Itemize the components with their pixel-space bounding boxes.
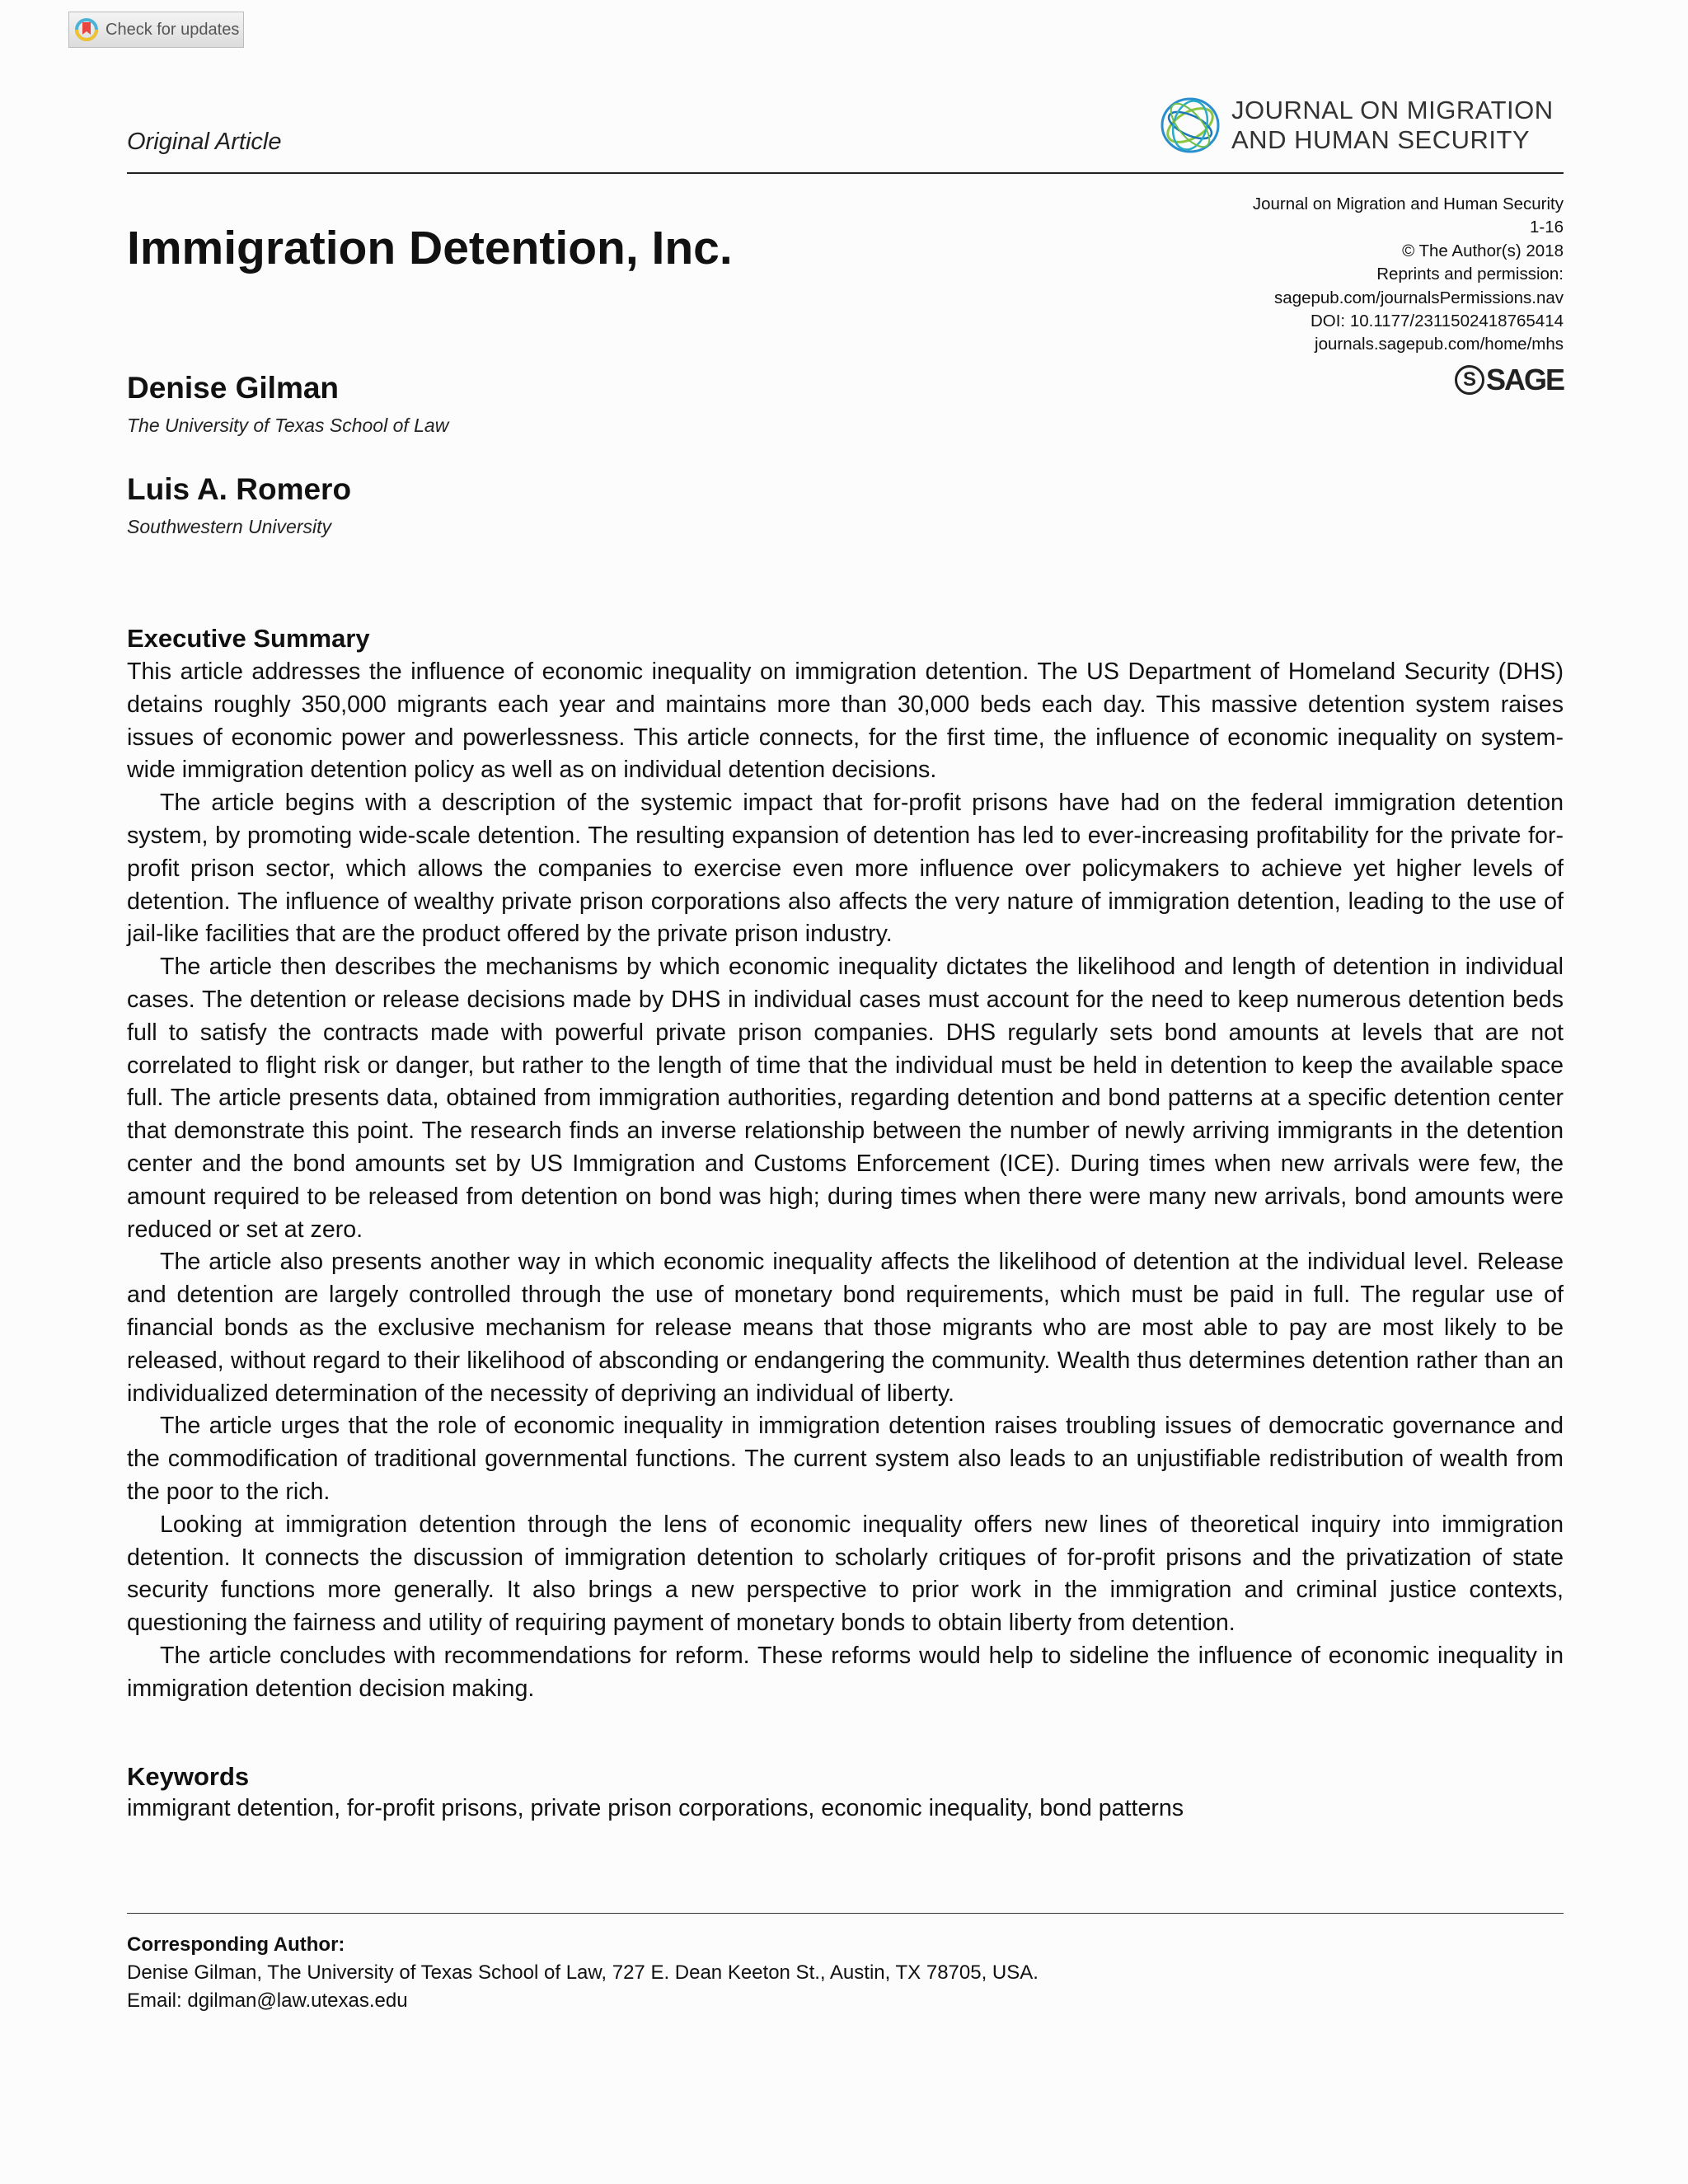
doi[interactable]: DOI: 10.1177/2311502418765414: [1310, 312, 1564, 331]
journal-logo-line: AND HUMAN SECURITY: [1231, 125, 1531, 154]
check-for-updates-label: Check for updates: [106, 20, 240, 39]
crossmark-icon: [74, 17, 99, 42]
summary-paragraph: The article also presents another way in which economic inequality affects the likelihood of detention at the individual level. Release and detention are largely controlled through the use of monetary bond requirements, which must be paid in full. The regular use of financial bonds as the exclusive mechanism for release means that those migrants who are most able to pay are most likely to be released, without regard to their likelihood of absconding or endangering the community. Wealth thus determines detention rather than an individualized determination of the necessity of depriving an individual of liberty.: [127, 1249, 1564, 1407]
author-affiliation: Southwestern University: [127, 516, 331, 537]
summary-paragraph: This article addresses the influence of economic inequality on immigration detention. The US Department of Homeland Security (DHS) detains roughly 350,000 migrants each year and maintains more than 30,000 beds each day. This massive detention system raises issues of economic power and powerlessness. This article connects, for the first time, the influence of economic inequality on system-wide immigration detention policy as well as on individual detention decisions.: [127, 658, 1564, 784]
article-title: Immigration Detention, Inc.: [127, 222, 733, 274]
executive-summary-heading: Executive Summary: [127, 624, 370, 653]
permissions-link[interactable]: sagepub.com/journalsPermissions.nav: [1274, 288, 1564, 307]
summary-paragraph: The article urges that the role of economic inequality in immigration detention raises troubling issues of democratic governance and the commodification of traditional governmental functions. The current system also leads to an unjustifiable redistribution of wealth from the poor to the rich.: [127, 1413, 1564, 1505]
keywords-heading: Keywords: [127, 1762, 250, 1791]
keywords-list: immigrant detention, for-profit prisons, private prison corporations, economic inequality, bond patterns: [127, 1795, 1184, 1821]
summary-paragraph: The article begins with a description of the systemic impact that for-profit prisons have had on the federal immigration detention system, by promoting wide-scale detention. The resulting expansion of detention has led to ever-increasing profitability for the private for-profit prison sector, which allows the companies to exercise even more influence over policymakers to achieve yet higher levels of detention. The influence of wealthy private prison corporations also affects the very nature of immigration detention, leading to the use of jail-like facilities that are the product offered by the private prison industry.: [127, 790, 1564, 948]
publication-metadata: [1253, 193, 1564, 357]
journal-logo-line: JOURNAL ON MIGRATION: [1231, 96, 1554, 124]
page-range: 1-16: [1529, 218, 1564, 237]
corresponding-label: Corresponding Author:: [127, 1933, 345, 1956]
journal-url[interactable]: journals.sagepub.com/home/mhs: [1315, 335, 1564, 354]
author-affiliation: The University of Texas School of Law: [127, 415, 449, 436]
summary-paragraph: Looking at immigration detention through the lens of economic inequality offers new lines of theoretical inquiry into immigration detention. It connects the discussion of immigration detention to scholarly critiques of for-profit prisons and the privatization of state security functions more generally. It also brings a new perspective to prior work in the immigration and criminal justice contexts, questioning the fairness and utility of requiring payment of monetary bonds to obtain liberty from detention.: [127, 1511, 1564, 1637]
executive-summary: [127, 656, 1564, 1706]
journal-name: Journal on Migration and Human Security: [1252, 194, 1564, 213]
header-rule: [127, 172, 1564, 174]
corresponding-email[interactable]: Email: dgilman@law.utexas.edu: [127, 1990, 408, 2012]
journal-globe-logo: [1159, 94, 1221, 157]
corresponding-author: [127, 1931, 1039, 2015]
journal-logo-text: [1231, 96, 1554, 155]
corresponding-address: Denise Gilman, The University of Texas School of Law, 727 E. Dean Keeton St., Austin, TX 78705, USA.: [127, 1961, 1039, 1984]
sage-logo-text: SAGE: [1485, 363, 1564, 396]
check-for-updates-button[interactable]: [68, 12, 244, 48]
summary-paragraph: The article concludes with recommendations for reform. These reforms would help to sideline the influence of economic inequality in immigration detention decision making.: [127, 1642, 1564, 1702]
footer-rule: [127, 1913, 1564, 1914]
article-type: Original Article: [127, 129, 282, 155]
author-name: Denise Gilman: [127, 371, 340, 405]
sage-s-icon: S: [1455, 365, 1484, 395]
summary-paragraph: The article then describes the mechanisms by which economic inequality dictates the likelihood and length of detention in individual cases. The detention or release decisions made by DHS in individual cases must account for the need to keep numerous detention beds full to satisfy the contracts made with powerful private prison companies. DHS regularly sets bond amounts at levels that are not correlated to flight risk or danger, but rather to the length of time that the individual must be held in detention to keep the available space full. The article presents data, obtained from immigration authorities, regarding detention and bond patterns at a specific detention center that demonstrate this point. The research finds an inverse relationship between the number of newly arriving immigrants in the detention center and the bond amounts set by US Immigration and Customs Enforcement (ICE). During times when new arrivals were few, the amount required to be released from detention on bond was high; during times when there were many new arrivals, bond amounts were reduced or set at zero.: [127, 954, 1564, 1243]
sage-logo: [1455, 363, 1564, 397]
author-name: Luis A. Romero: [127, 472, 352, 506]
reprints-label: Reprints and permission:: [1376, 265, 1564, 284]
copyright: © The Author(s) 2018: [1402, 241, 1564, 260]
